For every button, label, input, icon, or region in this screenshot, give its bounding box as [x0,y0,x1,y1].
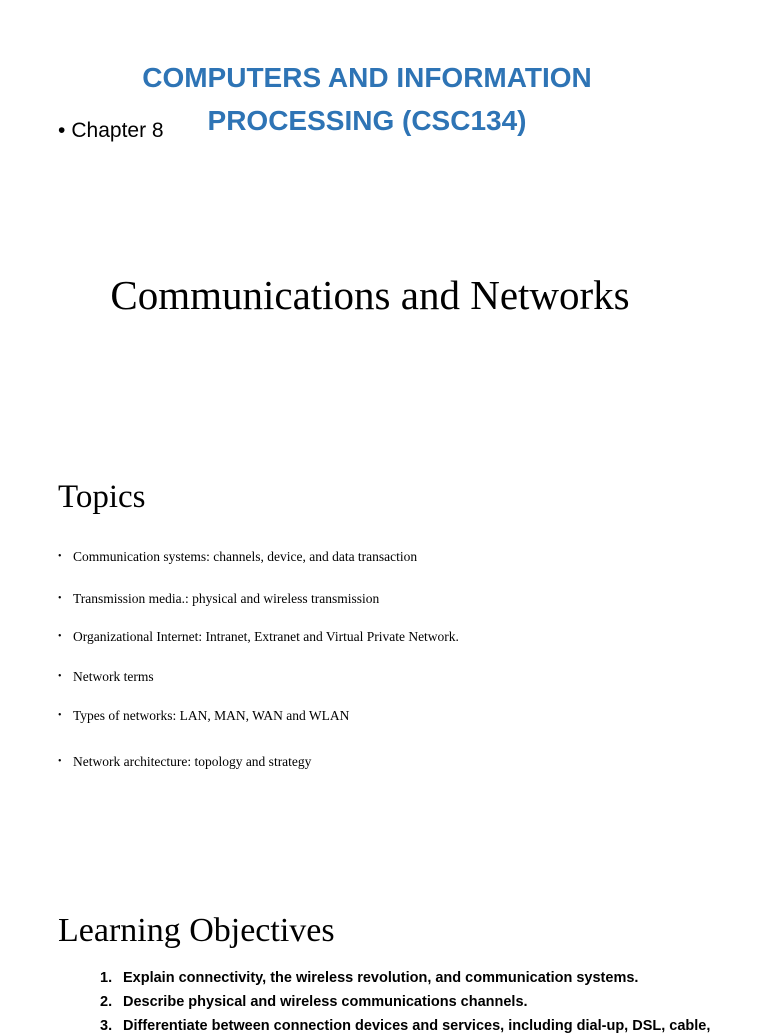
topic-item [58,753,311,771]
objectives-heading: Learning Objectives [58,912,335,949]
chapter-bullet [58,117,164,145]
topic-text: Organizational Internet: Intranet, Extranet and Virtual Private Network. [73,629,459,644]
objective-item [100,1016,710,1036]
topics-slide [0,440,768,840]
topic-text: Communication systems: channels, device, and data transaction [73,549,418,564]
topic-text: Network terms [73,669,154,684]
bullet-icon: • [58,593,62,604]
objective-number: 3. [100,1018,113,1034]
bullet-icon: • [58,671,62,682]
objective-text: Differentiate between connection devices and services, including dial-up, DSL, cable, [123,1018,711,1034]
topic-item [58,590,379,608]
objective-item [100,992,528,1012]
bullet-icon: • [58,119,66,142]
topic-text: Network architecture: topology and strategy [73,754,312,769]
topic-item [58,628,459,646]
chapter-label: Chapter 8 [71,119,164,142]
topic-text: Transmission media.: physical and wireless transmission [73,591,380,606]
objective-number: 1. [100,970,113,986]
course-title-line-1: COMPUTERS AND INFORMATION [142,62,592,93]
objective-text: Explain connectivity, the wireless revolution, and communication systems. [123,970,639,986]
bullet-icon: • [58,551,62,562]
course-title-line-2: PROCESSING (CSC134) [207,105,527,136]
chapter-title: Communications and Networks [110,272,630,318]
bullet-icon: • [58,756,62,767]
topics-heading: Topics [58,479,146,515]
objective-number: 2. [100,994,113,1010]
objective-item [100,968,638,988]
topic-item [58,548,417,566]
bullet-icon: • [58,631,62,642]
bullet-icon: • [58,710,62,721]
topic-item [58,707,349,725]
topic-item [58,668,154,686]
objective-text: Describe physical and wireless communications channels. [123,994,528,1010]
topic-text: Types of networks: LAN, MAN, WAN and WLAN [73,708,350,723]
title-slide [0,0,768,390]
objectives-slide [0,880,768,1034]
